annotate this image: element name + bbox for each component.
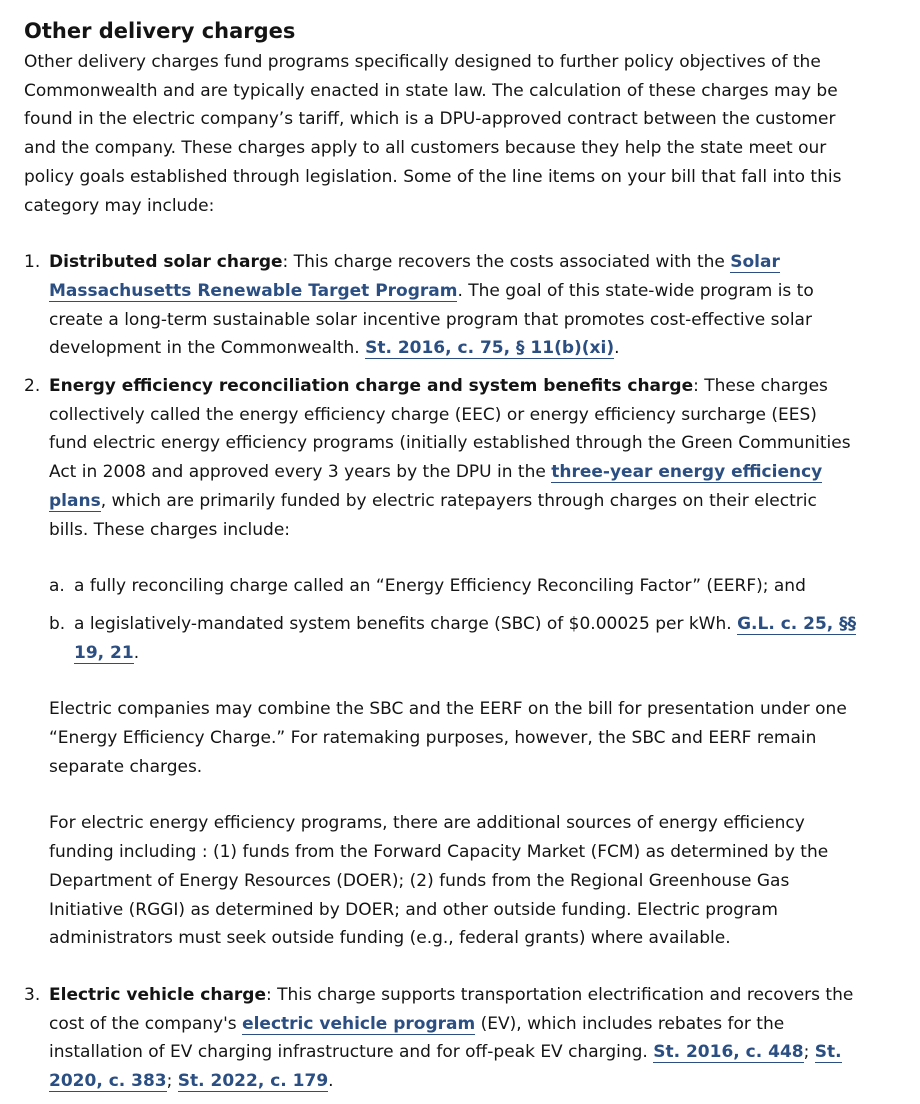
- sub-item-text: a legislatively-mandated system benefits charge (SBC) of $0.00025 per kWh.: [74, 613, 738, 634]
- term-electric-vehicle-charge: Electric vehicle charge: [49, 984, 267, 1005]
- term-energy-efficiency-charge: Energy efficiency reconciliation charge and system benefits charge: [49, 376, 694, 397]
- link-ev-program[interactable]: electric vehicle program: [242, 1013, 476, 1034]
- link-st-2016-c75[interactable]: St. 2016, c. 75, § 11(b)(xi): [365, 338, 615, 359]
- sub-item-text: .: [133, 642, 140, 663]
- term-distributed-solar-charge: Distributed solar charge: [49, 252, 283, 273]
- paragraph-combine-charges: Electric companies may combine the SBC and the EERF on the bill for presentation under one “Energy Efficiency Charge.” For ratemaking purposes, however, the SBC and EERF remain separate charges.: [49, 699, 847, 777]
- item-text: : This charge recovers the costs associated with the: [282, 252, 731, 273]
- item-text: : This charge supports transportation electrification and recovers the cost of the company's: [49, 984, 854, 1034]
- item-text: (EV), which includes rebates for the installation of EV charging infrastructure and for off-peak EV charging.: [49, 1013, 785, 1063]
- list-item-energy-efficiency: [24, 372, 860, 953]
- link-st-2020-c383[interactable]: St. 2020, c. 383: [49, 1042, 842, 1092]
- sub-item-text: a fully reconciling charge called an “Energy Efficiency Reconciling Factor” (EERF); and: [74, 576, 806, 597]
- separator: ;: [803, 1042, 815, 1063]
- link-gl-c25[interactable]: G.L. c. 25, §§ 19, 21: [74, 613, 857, 663]
- sub-list-letter: b.: [49, 613, 66, 634]
- link-st-2022-c179[interactable]: St. 2022, c. 179: [177, 1071, 329, 1092]
- list-item-distributed-solar: [24, 248, 860, 363]
- list-item-electric-vehicle: [24, 981, 860, 1096]
- item-text: .: [328, 1071, 334, 1092]
- link-st-2016-c448[interactable]: St. 2016, c. 448: [653, 1042, 804, 1063]
- item-text: .: [614, 338, 620, 359]
- paragraph-additional-funding: For electric energy efficiency programs, there are additional sources of energy efficiency funding including : (1) funds from the Forward Capacity Market (FCM) as determined by the Department of Energy Resources (DOER); (2) funds from the Regional Greenhouse Gas Initiative (RGGI) as determined by DOER; and other outside funding. Electric program administrators must seek outside funding (e.g., federal grants) where available.: [49, 813, 829, 949]
- list-number: 1.: [24, 252, 41, 273]
- sub-list: [49, 572, 860, 667]
- sub-item-eerf: [49, 572, 860, 601]
- item-text: . The goal of this state-wide program is to create a long-term sustainable solar incentive program that promotes cost-effective solar development in the Commonwealth.: [49, 280, 814, 359]
- item-text: , which are primarily funded by electric ratepayers through charges on their electric bills. These charges include:: [49, 490, 817, 540]
- list-number: 2.: [24, 376, 41, 397]
- link-three-year-plans[interactable]: three-year energy efficiency plans: [49, 462, 823, 511]
- sub-list-letter: a.: [49, 576, 65, 597]
- item-text: : These charges collectively called the energy efficiency charge (EEC) or energy efficiency surcharge (EES) fund electric energy efficiency programs (initially established through the Green Communities Act in 2008 and approved every 3 years by the DPU in the: [49, 376, 851, 483]
- list-number: 3.: [24, 984, 41, 1005]
- section-heading: Other delivery charges: [24, 19, 296, 43]
- separator: ;: [166, 1071, 178, 1092]
- link-smart-program[interactable]: Solar Massachusetts Renewable Target Program: [49, 252, 780, 301]
- intro-paragraph: Other delivery charges fund programs specifically designed to further policy objectives of the Commonwealth and are typically enacted in state law. The calculation of these charges may be found in the electric company’s tariff, which is a DPU-approved contract between the customer and the company. These charges apply to all customers because they help the state meet our policy goals established through legislation. Some of the line items on your bill that fall into this category may include:: [24, 52, 842, 216]
- sub-item-sbc: [49, 610, 860, 667]
- charges-list: [24, 248, 860, 1096]
